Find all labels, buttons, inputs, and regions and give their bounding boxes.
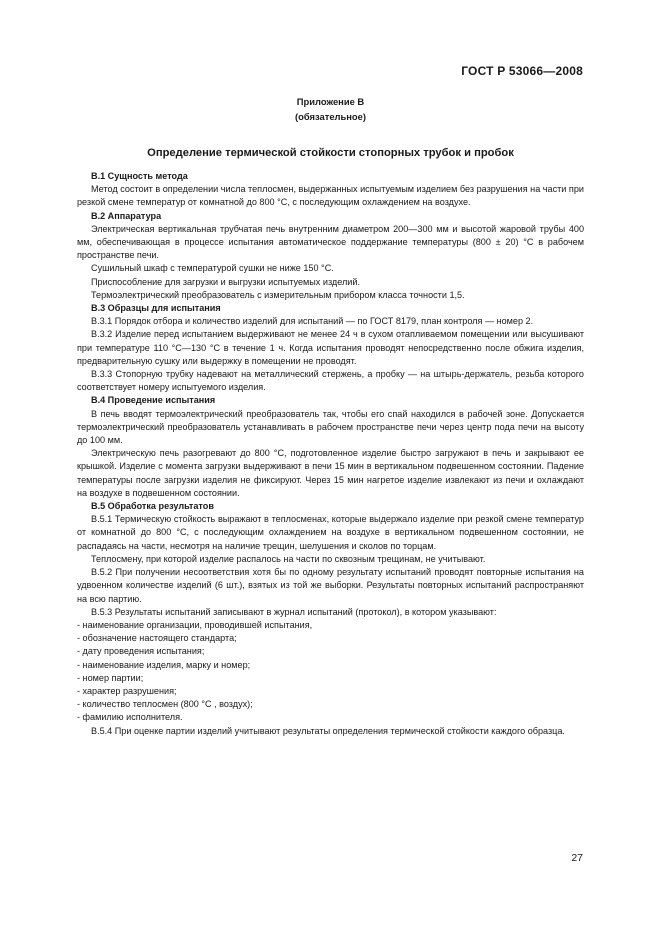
appendix-heading (0, 94, 661, 124)
paragraph: Метод состоит в определении числа теплосмен, выдержанных испытуемым изделием без разрушения на части при резкой смене температур от комнатной до 800 °С, с последующим охлаждением на воздухе. (77, 184, 584, 208)
page-title: Определение термической стойкости стопорных трубок и пробок (147, 147, 514, 159)
section-heading: В.2 Аппаратура (91, 210, 162, 221)
list-item: - наименование изделия, марку и номер; (77, 659, 251, 670)
paragraph: В.3.1 Порядок отбора и количество изделий для испытаний — по ГОСТ 8179, план контроля — номер 2. (91, 316, 534, 327)
list-item: - характер разрушения; (77, 685, 177, 696)
section-heading: В.3 Образцы для испытания (91, 303, 221, 314)
paragraph: Приспособление для загрузки и выгрузки испытуемых изделий. (91, 276, 360, 287)
page-number: 27 (571, 852, 583, 864)
list-item: - фамилию исполнителя. (77, 712, 183, 723)
section-heading: В.5 Обработка результатов (91, 501, 214, 512)
list-item: - дату проведения испытания; (77, 646, 205, 657)
paragraph: Электрическая вертикальная трубчатая печь внутренним диаметром 200—300 мм и высотой жаровой трубы 400 мм, обеспечивающая в процессе испытания автоматическое поддержание температуры (800 ± 20) °С в рабочем пространстве печи. (77, 223, 584, 261)
paragraph: Термоэлектрический преобразователь с измерительным прибором класса точности 1,5. (91, 289, 465, 300)
appendix-status: (обязательное) (295, 111, 366, 122)
section-heading: В.4 Проведение испытания (91, 395, 216, 406)
paragraph: Электрическую печь разогревают до 800 °С, подготовленное изделие быстро загружают в печь и закрывают ее крышкой. Изделие с момента загрузки выдерживают в печи 15 мин в вертикальном подвешенном состоянии. Падение температуры после загрузки изделия не фиксируют. Через 15 мин нагретое изделие извлекают из печи и охлаждают на воздухе в подвешенном состоянии. (77, 448, 584, 498)
paragraph: Сушильный шкаф с температурой сушки не ниже 150 °С. (91, 263, 334, 274)
list-item: - наименование организации, проводившей испытания, (77, 619, 313, 630)
list-item: - обозначение настоящего стандарта; (77, 633, 237, 644)
appendix-label: Приложение В (296, 96, 365, 107)
paragraph: В.5.4 При оценке партии изделий учитывают результаты определения термической стойкости каждого образца. (91, 725, 565, 736)
paragraph: В.3.2 Изделие перед испытанием выдерживают не менее 24 ч в сухом отапливаемом помещении или высушивают при температуре 110 °С—130 °С в течение 1 ч. Когда испытания проводят непосредственно после обжига изделия, предварительную сушку или выдержку в помещении не проводят. (77, 329, 584, 366)
paragraph: В.3.3 Стопорную трубку надевают на металлический стержень, а пробку — на штырь-держатель, резьба которого соответствует номеру испытуемого изделия. (77, 369, 584, 393)
list-item: - количество теплосмен (800 °С , воздух); (77, 699, 253, 710)
paragraph: В.5.2 При получении несоответствия хотя бы по одному результату испытаний проводят повторные испытания на удвоенном количестве изделий (6 шт.), взятых из той же выборки. Результаты повторных испытаний распространяют на всю партию. (77, 567, 584, 604)
paragraph: В печь вводят термоэлектрический преобразователь так, чтобы его спай находился в рабочей зоне. Допускается термоэлектрический преобразователь устанавливать в рабочем пространстве печи через центр пода печи на высоту до 100 мм. (77, 408, 584, 446)
paragraph: Теплосмену, при которой изделие распалось на части по сквозным трещинам, не учитывают. (91, 553, 486, 564)
section-heading: В.1 Сущность метода (91, 171, 188, 181)
standard-designation: ГОСТ Р 53066—2008 (461, 64, 583, 78)
paragraph: В.5.3 Результаты испытаний записывают в журнал испытаний (протокол), в котором указывают: (91, 606, 497, 617)
paragraph: В.5.1 Термическую стойкость выражают в теплосменах, которые выдержало изделие при резкой смене температур от комнатной до 800 °С, с последующим охлаждением на воздухе в вертикальном подвешенном состоянии, не распадаясь на части, несмотря на наличие трещин, шелушения и сколов по торцам. (77, 514, 584, 551)
document-body (77, 170, 584, 738)
list-item: - номер партии; (77, 672, 144, 683)
